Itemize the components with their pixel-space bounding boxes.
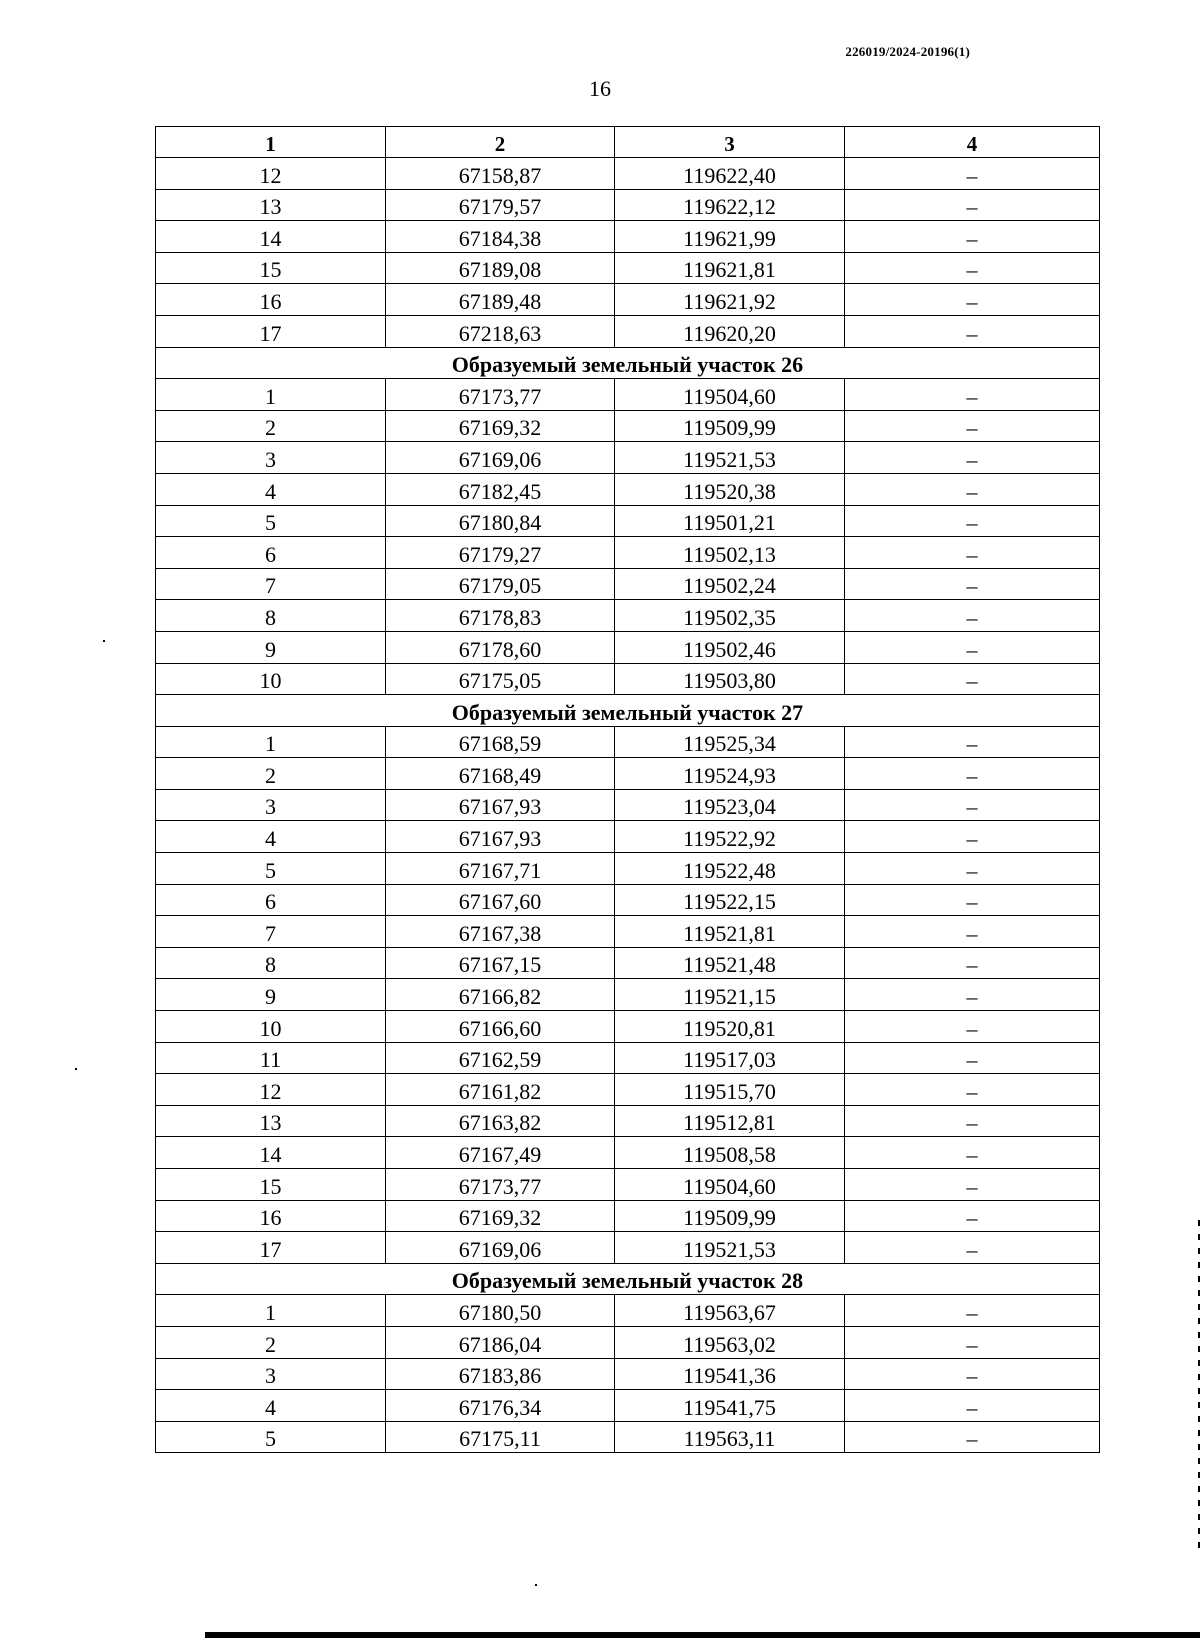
note-cell: – (845, 821, 1100, 853)
y-coordinate-cell: 119515,70 (615, 1074, 845, 1106)
column-header: 4 (845, 127, 1100, 158)
note-cell: – (845, 473, 1100, 505)
point-number-cell: 13 (156, 189, 386, 221)
note-cell: – (845, 600, 1100, 632)
point-number-cell: 2 (156, 410, 386, 442)
note-cell: – (845, 758, 1100, 790)
x-coordinate-cell: 67168,59 (386, 726, 615, 758)
point-number-cell: 11 (156, 1042, 386, 1074)
point-number-cell: 6 (156, 884, 386, 916)
note-cell: – (845, 568, 1100, 600)
note-cell: – (845, 1390, 1100, 1422)
note-cell: – (845, 1042, 1100, 1074)
note-cell: – (845, 789, 1100, 821)
note-cell: – (845, 505, 1100, 537)
table-row (156, 158, 1100, 190)
table-row (156, 1390, 1100, 1422)
note-cell: – (845, 315, 1100, 347)
table-row (156, 726, 1100, 758)
y-coordinate-cell: 119509,99 (615, 1200, 845, 1232)
y-coordinate-cell: 119523,04 (615, 789, 845, 821)
table-row (156, 1295, 1100, 1327)
x-coordinate-cell: 67169,06 (386, 442, 615, 474)
x-coordinate-cell: 67179,05 (386, 568, 615, 600)
x-coordinate-cell: 67179,27 (386, 537, 615, 569)
point-number-cell: 17 (156, 1232, 386, 1264)
x-coordinate-cell: 67169,06 (386, 1232, 615, 1264)
point-number-cell: 4 (156, 1390, 386, 1422)
x-coordinate-cell: 67189,08 (386, 252, 615, 284)
note-cell: – (845, 884, 1100, 916)
note-cell: – (845, 537, 1100, 569)
scan-speck (103, 640, 105, 642)
x-coordinate-cell: 67178,60 (386, 631, 615, 663)
x-coordinate-cell: 67186,04 (386, 1326, 615, 1358)
y-coordinate-cell: 119521,53 (615, 442, 845, 474)
table-row (156, 1326, 1100, 1358)
point-number-cell: 2 (156, 1326, 386, 1358)
y-coordinate-cell: 119524,93 (615, 758, 845, 790)
table-row (156, 663, 1100, 695)
note-cell: – (845, 442, 1100, 474)
table-row (156, 916, 1100, 948)
table-row (156, 379, 1100, 411)
y-coordinate-cell: 119621,92 (615, 284, 845, 316)
point-number-cell: 12 (156, 158, 386, 190)
y-coordinate-cell: 119509,99 (615, 410, 845, 442)
x-coordinate-cell: 67167,15 (386, 947, 615, 979)
x-coordinate-cell: 67166,60 (386, 1011, 615, 1043)
y-coordinate-cell: 119541,36 (615, 1358, 845, 1390)
x-coordinate-cell: 67183,86 (386, 1358, 615, 1390)
x-coordinate-cell: 67173,77 (386, 379, 615, 411)
table-row (156, 473, 1100, 505)
table-row (156, 505, 1100, 537)
note-cell: – (845, 1421, 1100, 1453)
point-number-cell: 8 (156, 600, 386, 632)
y-coordinate-cell: 119504,60 (615, 379, 845, 411)
section-row (156, 695, 1100, 727)
point-number-cell: 3 (156, 1358, 386, 1390)
point-number-cell: 4 (156, 473, 386, 505)
x-coordinate-cell: 67169,32 (386, 410, 615, 442)
table-row (156, 1358, 1100, 1390)
y-coordinate-cell: 119520,81 (615, 1011, 845, 1043)
page-number: 16 (589, 76, 611, 101)
note-cell: – (845, 631, 1100, 663)
y-coordinate-cell: 119563,02 (615, 1326, 845, 1358)
y-coordinate-cell: 119502,24 (615, 568, 845, 600)
point-number-cell: 9 (156, 631, 386, 663)
table-row (156, 789, 1100, 821)
note-cell: – (845, 663, 1100, 695)
table-row (156, 758, 1100, 790)
table-row (156, 410, 1100, 442)
y-coordinate-cell: 119621,99 (615, 221, 845, 253)
point-number-cell: 5 (156, 505, 386, 537)
table-row (156, 1042, 1100, 1074)
table-row (156, 947, 1100, 979)
note-cell: – (845, 1200, 1100, 1232)
coordinates-table (155, 126, 1100, 1453)
table-row (156, 1074, 1100, 1106)
table-row (156, 252, 1100, 284)
point-number-cell: 10 (156, 1011, 386, 1043)
x-coordinate-cell: 67179,57 (386, 189, 615, 221)
y-coordinate-cell: 119522,48 (615, 853, 845, 885)
note-cell: – (845, 1105, 1100, 1137)
point-number-cell: 13 (156, 1105, 386, 1137)
note-cell: – (845, 410, 1100, 442)
x-coordinate-cell: 67158,87 (386, 158, 615, 190)
table-row (156, 600, 1100, 632)
note-cell: – (845, 189, 1100, 221)
point-number-cell: 1 (156, 726, 386, 758)
y-coordinate-cell: 119521,53 (615, 1232, 845, 1264)
table-row (156, 1137, 1100, 1169)
x-coordinate-cell: 67218,63 (386, 315, 615, 347)
table-body (156, 158, 1100, 1453)
x-coordinate-cell: 67166,82 (386, 979, 615, 1011)
y-coordinate-cell: 119522,15 (615, 884, 845, 916)
y-coordinate-cell: 119521,81 (615, 916, 845, 948)
x-coordinate-cell: 67167,93 (386, 789, 615, 821)
note-cell: – (845, 947, 1100, 979)
point-number-cell: 6 (156, 537, 386, 569)
point-number-cell: 16 (156, 284, 386, 316)
scan-speck (75, 1068, 77, 1070)
note-cell: – (845, 1232, 1100, 1264)
x-coordinate-cell: 67175,05 (386, 663, 615, 695)
table-row (156, 1011, 1100, 1043)
point-number-cell: 4 (156, 821, 386, 853)
table-row (156, 884, 1100, 916)
point-number-cell: 16 (156, 1200, 386, 1232)
point-number-cell: 3 (156, 789, 386, 821)
x-coordinate-cell: 67169,32 (386, 1200, 615, 1232)
note-cell: – (845, 853, 1100, 885)
point-number-cell: 3 (156, 442, 386, 474)
point-number-cell: 1 (156, 1295, 386, 1327)
point-number-cell: 15 (156, 1169, 386, 1201)
y-coordinate-cell: 119525,34 (615, 726, 845, 758)
table-row (156, 1232, 1100, 1264)
y-coordinate-cell: 119504,60 (615, 1169, 845, 1201)
section-title: Образуемый земельный участок 28 (156, 1263, 1100, 1295)
y-coordinate-cell: 119517,03 (615, 1042, 845, 1074)
point-number-cell: 1 (156, 379, 386, 411)
x-coordinate-cell: 67173,77 (386, 1169, 615, 1201)
note-cell: – (845, 284, 1100, 316)
section-title: Образуемый земельный участок 27 (156, 695, 1100, 727)
x-coordinate-cell: 67167,60 (386, 884, 615, 916)
x-coordinate-cell: 67163,82 (386, 1105, 615, 1137)
table-row (156, 1421, 1100, 1453)
y-coordinate-cell: 119541,75 (615, 1390, 845, 1422)
section-title: Образуемый земельный участок 26 (156, 347, 1100, 379)
y-coordinate-cell: 119621,81 (615, 252, 845, 284)
y-coordinate-cell: 119512,81 (615, 1105, 845, 1137)
section-row (156, 347, 1100, 379)
table-row (156, 315, 1100, 347)
y-coordinate-cell: 119502,46 (615, 631, 845, 663)
point-number-cell: 14 (156, 221, 386, 253)
y-coordinate-cell: 119521,15 (615, 979, 845, 1011)
y-coordinate-cell: 119503,80 (615, 663, 845, 695)
point-number-cell: 7 (156, 916, 386, 948)
y-coordinate-cell: 119622,12 (615, 189, 845, 221)
point-number-cell: 5 (156, 853, 386, 885)
point-number-cell: 14 (156, 1137, 386, 1169)
point-number-cell: 17 (156, 315, 386, 347)
note-cell: – (845, 726, 1100, 758)
note-cell: – (845, 1169, 1100, 1201)
scan-bottom-edge (205, 1632, 1200, 1638)
x-coordinate-cell: 67167,38 (386, 916, 615, 948)
x-coordinate-cell: 67175,11 (386, 1421, 615, 1453)
point-number-cell: 12 (156, 1074, 386, 1106)
table-row (156, 537, 1100, 569)
y-coordinate-cell: 119508,58 (615, 1137, 845, 1169)
point-number-cell: 7 (156, 568, 386, 600)
note-cell: – (845, 1295, 1100, 1327)
x-coordinate-cell: 67189,48 (386, 284, 615, 316)
note-cell: – (845, 1326, 1100, 1358)
y-coordinate-cell: 119502,13 (615, 537, 845, 569)
x-coordinate-cell: 67180,84 (386, 505, 615, 537)
y-coordinate-cell: 119563,67 (615, 1295, 845, 1327)
note-cell: – (845, 252, 1100, 284)
y-coordinate-cell: 119563,11 (615, 1421, 845, 1453)
table-row (156, 284, 1100, 316)
section-row (156, 1263, 1100, 1295)
table-row (156, 1200, 1100, 1232)
note-cell: – (845, 158, 1100, 190)
table-row (156, 442, 1100, 474)
table-row (156, 631, 1100, 663)
point-number-cell: 15 (156, 252, 386, 284)
note-cell: – (845, 916, 1100, 948)
column-header: 3 (615, 127, 845, 158)
x-coordinate-cell: 67178,83 (386, 600, 615, 632)
x-coordinate-cell: 67180,50 (386, 1295, 615, 1327)
note-cell: – (845, 1137, 1100, 1169)
y-coordinate-cell: 119522,92 (615, 821, 845, 853)
x-coordinate-cell: 67167,93 (386, 821, 615, 853)
note-cell: – (845, 1011, 1100, 1043)
x-coordinate-cell: 67167,49 (386, 1137, 615, 1169)
x-coordinate-cell: 67176,34 (386, 1390, 615, 1422)
note-cell: – (845, 221, 1100, 253)
table-header-row (156, 127, 1100, 158)
x-coordinate-cell: 67167,71 (386, 853, 615, 885)
table-row (156, 1105, 1100, 1137)
table-row (156, 821, 1100, 853)
document-number: 226019/2024-20196(1) (845, 44, 970, 59)
note-cell: – (845, 1358, 1100, 1390)
table-row (156, 568, 1100, 600)
y-coordinate-cell: 119502,35 (615, 600, 845, 632)
table-row (156, 1169, 1100, 1201)
table-row (156, 189, 1100, 221)
column-header: 2 (386, 127, 615, 158)
table-row (156, 853, 1100, 885)
note-cell: – (845, 379, 1100, 411)
note-cell: – (845, 979, 1100, 1011)
point-number-cell: 2 (156, 758, 386, 790)
y-coordinate-cell: 119521,48 (615, 947, 845, 979)
table-row (156, 979, 1100, 1011)
point-number-cell: 8 (156, 947, 386, 979)
x-coordinate-cell: 67182,45 (386, 473, 615, 505)
x-coordinate-cell: 67162,59 (386, 1042, 615, 1074)
point-number-cell: 10 (156, 663, 386, 695)
x-coordinate-cell: 67168,49 (386, 758, 615, 790)
note-cell: – (845, 1074, 1100, 1106)
table-row (156, 221, 1100, 253)
point-number-cell: 9 (156, 979, 386, 1011)
x-coordinate-cell: 67184,38 (386, 221, 615, 253)
scan-speck (535, 1584, 537, 1586)
x-coordinate-cell: 67161,82 (386, 1074, 615, 1106)
y-coordinate-cell: 119520,38 (615, 473, 845, 505)
point-number-cell: 5 (156, 1421, 386, 1453)
y-coordinate-cell: 119501,21 (615, 505, 845, 537)
y-coordinate-cell: 119622,40 (615, 158, 845, 190)
column-header: 1 (156, 127, 386, 158)
y-coordinate-cell: 119620,20 (615, 315, 845, 347)
